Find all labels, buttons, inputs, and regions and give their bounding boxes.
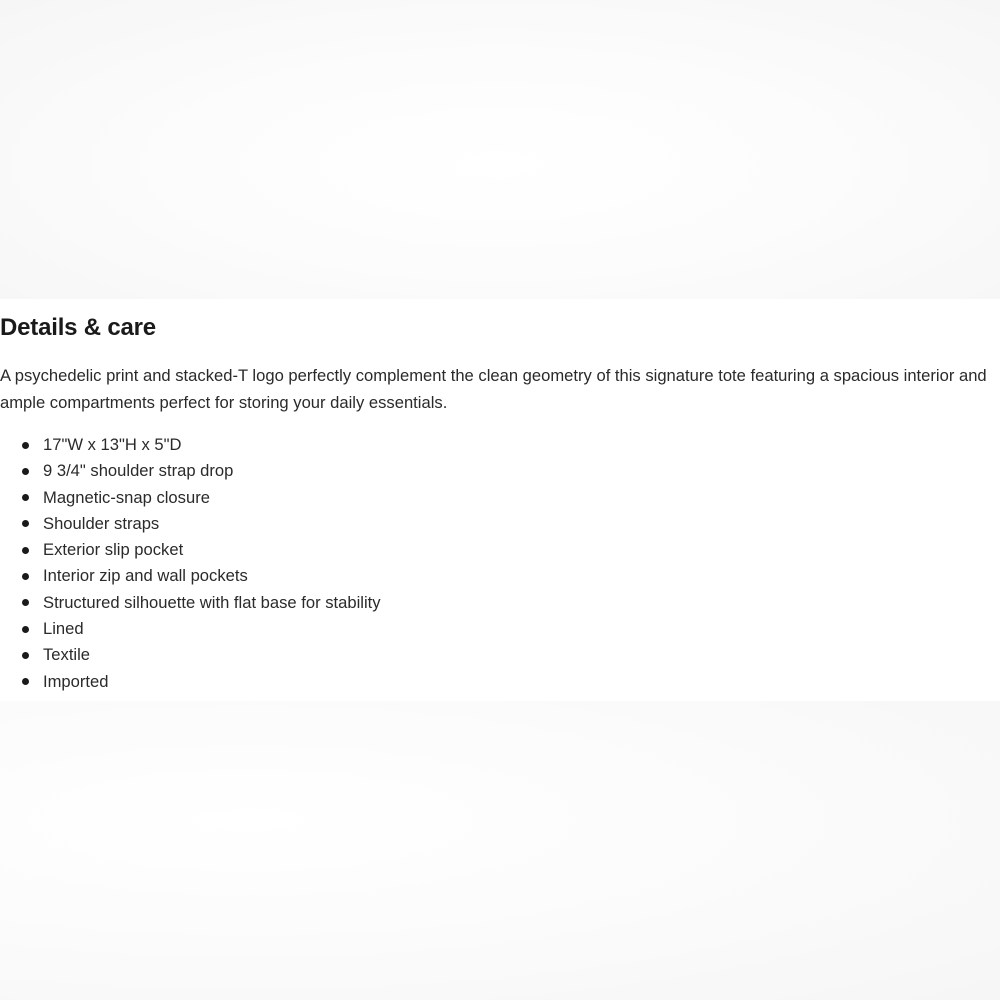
feature-text: Shoulder straps [43,513,160,533]
bullet-icon [22,678,29,685]
feature-item [0,642,381,668]
feature-item [0,563,381,589]
feature-text: 9 3/4" shoulder strap drop [43,461,234,481]
feature-text: Magnetic-snap closure [43,487,210,507]
bullet-icon [22,547,29,554]
feature-text: Interior zip and wall pockets [43,566,248,586]
bullet-icon [22,468,29,475]
feature-text: Imported [43,671,109,691]
feature-text: Structured silhouette with flat base for stability [43,592,381,612]
bottom-image-area [0,701,1000,1000]
bullet-icon [22,573,29,580]
feature-item [0,669,381,695]
feature-item [0,537,381,563]
feature-item [0,590,381,616]
feature-list [0,432,381,695]
bullet-icon [22,626,29,633]
feature-text: Exterior slip pocket [43,540,184,560]
feature-item [0,458,381,484]
feature-text: Textile [43,645,91,665]
details-care-section [0,299,1000,701]
feature-item [0,616,381,642]
section-heading: Details & care [0,314,156,341]
top-image-area [0,0,1000,299]
product-description: A psychedelic print and stacked-T logo perfectly complement the clean geometry of this signature tote featuring a spacious interior and ample compartments perfect for storing your daily essentials. [0,366,987,412]
feature-item [0,511,381,537]
bullet-icon [22,494,29,501]
bullet-icon [22,652,29,659]
feature-item [0,432,381,458]
feature-text: 17"W x 13"H x 5"D [43,435,182,454]
bullet-icon [22,599,29,606]
bullet-icon [22,520,29,527]
bullet-icon [22,442,29,449]
feature-item [0,485,381,511]
feature-text: Lined [43,619,84,639]
